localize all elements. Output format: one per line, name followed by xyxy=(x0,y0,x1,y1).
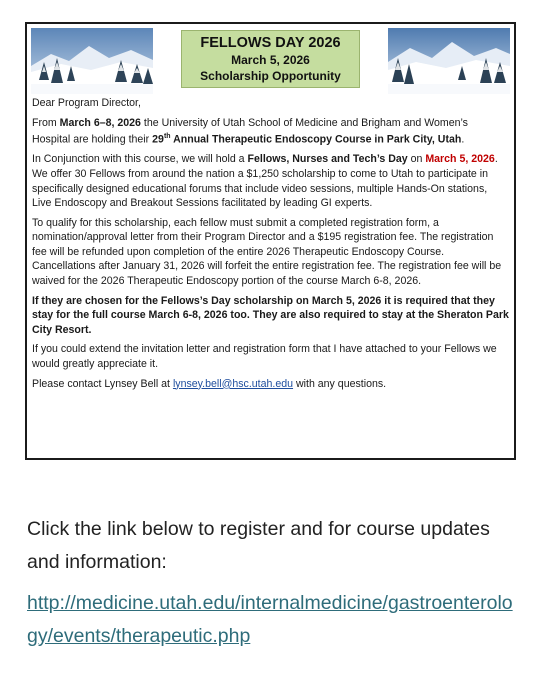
paragraph-contact: Please contact Lynsey Bell at lynsey.bell@hsc.utah.edu with any questions. xyxy=(32,377,387,390)
event-subtitle: Scholarship Opportunity xyxy=(200,69,341,83)
flyer-header xyxy=(31,28,510,106)
title-box xyxy=(181,30,360,88)
paragraph-course-info: From March 6–8, 2026 the University of Utah School of Medicine and Brigham and Women’s Hospital are holding their 29th Annual Therapeutic Endoscopy Course in Park City, Utah. xyxy=(32,116,468,146)
greeting: Dear Program Director, xyxy=(32,97,141,109)
paragraph-request: If you could extend the invitation letter and registration form that I have attached to your Fellows we would greatly appreciate it. xyxy=(32,343,497,371)
paragraph-requirements: If they are chosen for the Fellows’s Day scholarship on March 5, 2026 it is required that they stay for the full course March 6-8, 2026 too. They are also required to stay at the Sheraton Park City Resort. xyxy=(32,294,509,336)
fellows-day-name: Fellows, Nurses and Tech’s Day xyxy=(247,153,408,166)
paragraph-qualification: To qualify for this scholarship, each fellow must submit a completed registration form, a nomination/approval letter from their Program Director and a $195 registration fee. The registration fee will be refunded upon completion of the entire 2026 Therapeutic Endoscopy Course. Cancellations after January 31, 2026 will forfeit the entire registration fee. The registration fee will be waived for the 2026 Therapeutic Endoscopy portion of the course March 6-8, 2026. xyxy=(32,216,502,288)
event-title: FELLOWS DAY 2026 xyxy=(200,35,341,51)
register-instructions: Click the link below to register and for course updates and information: xyxy=(27,518,490,573)
paragraph-fellows-day: In Conjunction with this course, we will hold a Fellows, Nurses and Tech’s Day on March 5, 2026. We offer 30 Fellows from around the nation a $1,250 scholarship to come to Utah to participate in specifically designed educational forums that include video sessions, multiple Hands-On stations, Live Endoscopy and Breakout Sessions facilitated by leading GI experts. xyxy=(32,153,498,210)
fellows-day-date: March 5, 2026 xyxy=(425,153,495,166)
event-date: March 5, 2026 xyxy=(231,53,310,67)
contact-email-link[interactable]: lynsey.bell@hsc.utah.edu xyxy=(172,377,294,390)
registration-link[interactable]: http://medicine.utah.edu/internalmedicine/gastroenterology/events/therapeutic.php xyxy=(27,592,513,647)
course-dates: March 6–8, 2026 xyxy=(59,116,141,129)
snowy-mountain-image-left xyxy=(31,28,153,94)
snowy-mountain-image-right xyxy=(388,28,510,94)
flyer xyxy=(25,22,516,460)
course-name: Annual Therapeutic Endoscopy Course in Park City, Utah xyxy=(170,133,462,146)
letter-body xyxy=(32,96,509,396)
